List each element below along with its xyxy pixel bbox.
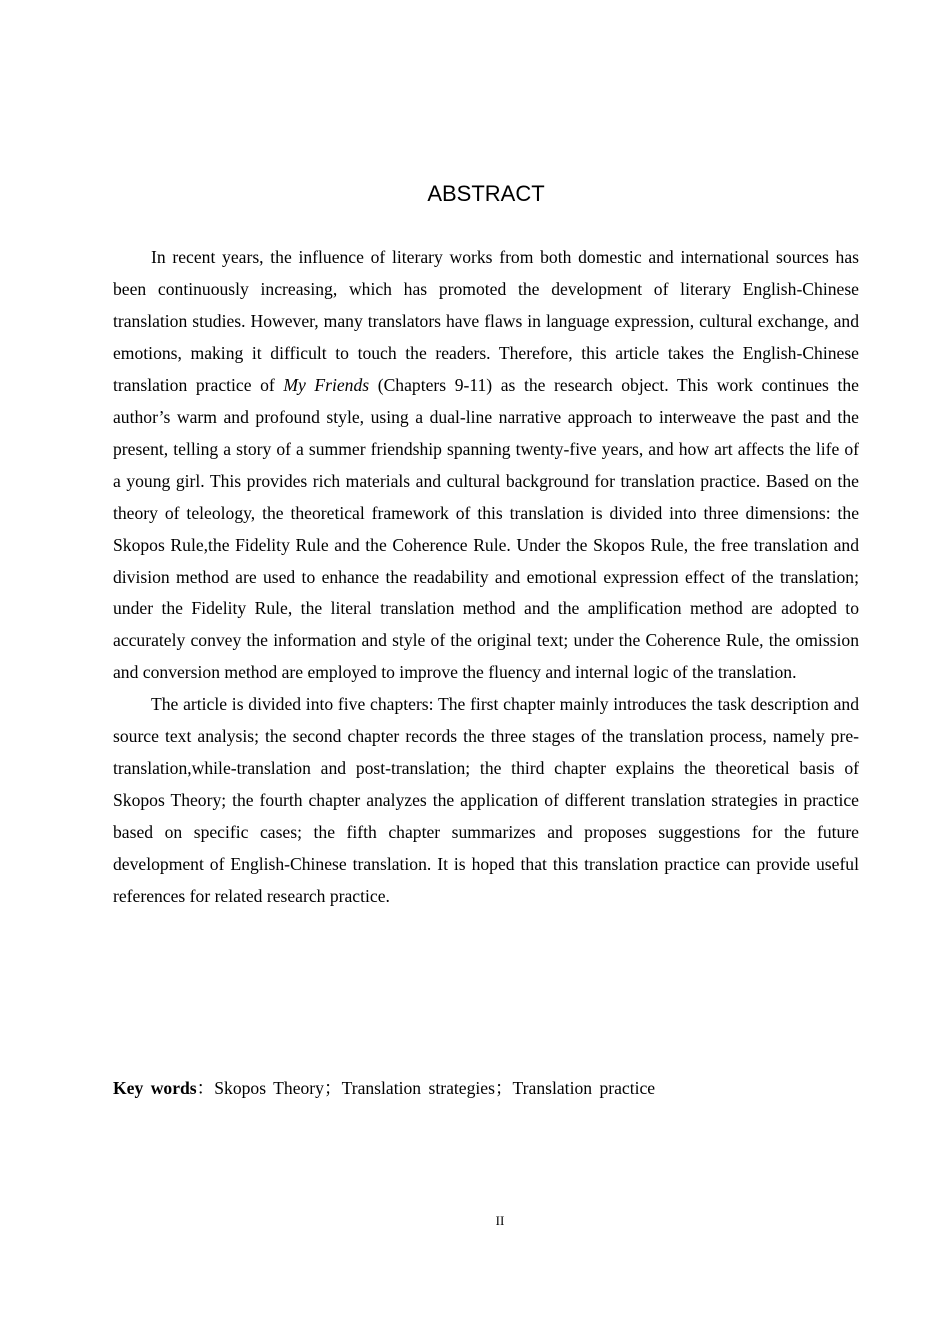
paragraph-1-text-a: In recent years, the influence of literary works from both domestic and international sources has been continuously increasing, which has promoted the development of literary English-Chinese translation studies. However, many translators have flaws in language expression, cultural exchange, and emotions, making it difficult to touch the readers. Therefore, this article takes the English-Chinese translation practice of xyxy=(113,247,859,395)
page-number: II xyxy=(495,1213,505,1228)
keyword-2: Translation strategies xyxy=(341,1078,495,1098)
keyword-3: Translation practice xyxy=(512,1078,656,1098)
keywords-line xyxy=(113,1073,859,1103)
abstract-title: ABSTRACT xyxy=(427,181,545,206)
abstract-body xyxy=(113,242,859,913)
book-title: My Friends xyxy=(283,374,370,395)
keyword-separator-1: ； xyxy=(323,1078,342,1098)
keywords-separator: ： xyxy=(196,1078,215,1098)
abstract-paragraph-1 xyxy=(113,242,859,689)
paragraph-1-text-b: (Chapters 9-11) as the research object. This work continues the author’s warm and profound style, using a dual-line narrative approach to interweave the past and the present, telling a story of a summer friendship spanning twenty-five years, and how art affects the life of a young girl. This provides rich materials and cultural background for translation practice. Based on the theory of teleology, the theoretical framework of this translation is divided into three dimensions: the Skopos Rule,the Fidelity Rule and the Coherence Rule. Under the Skopos Rule, the free translation and division method are used to enhance the readability and emotional expression effect of the translation; under the Fidelity Rule, the literal translation method and the amplification method are adopted to accurately convey the information and style of the original text; under the Coherence Rule, the omission and conversion method are employed to improve the fluency and internal logic of the translation. xyxy=(113,374,859,683)
keyword-1: Skopos Theory xyxy=(214,1078,324,1098)
keywords-label: Key words xyxy=(113,1078,197,1098)
abstract-paragraph-2: The article is divided into five chapters: The first chapter mainly introduces the task description and source text analysis; the second chapter records the three stages of the translation process, namely pre-translation,while-translation and post-translation; the third chapter explains the theoretical basis of Skopos Theory; the fourth chapter analyzes the application of different translation strategies in practice based on specific cases; the fifth chapter summarizes and proposes suggestions for the future development of English-Chinese translation. It is hoped that this translation practice can provide useful references for related research practice. xyxy=(113,694,859,907)
keyword-separator-2: ； xyxy=(494,1078,513,1098)
